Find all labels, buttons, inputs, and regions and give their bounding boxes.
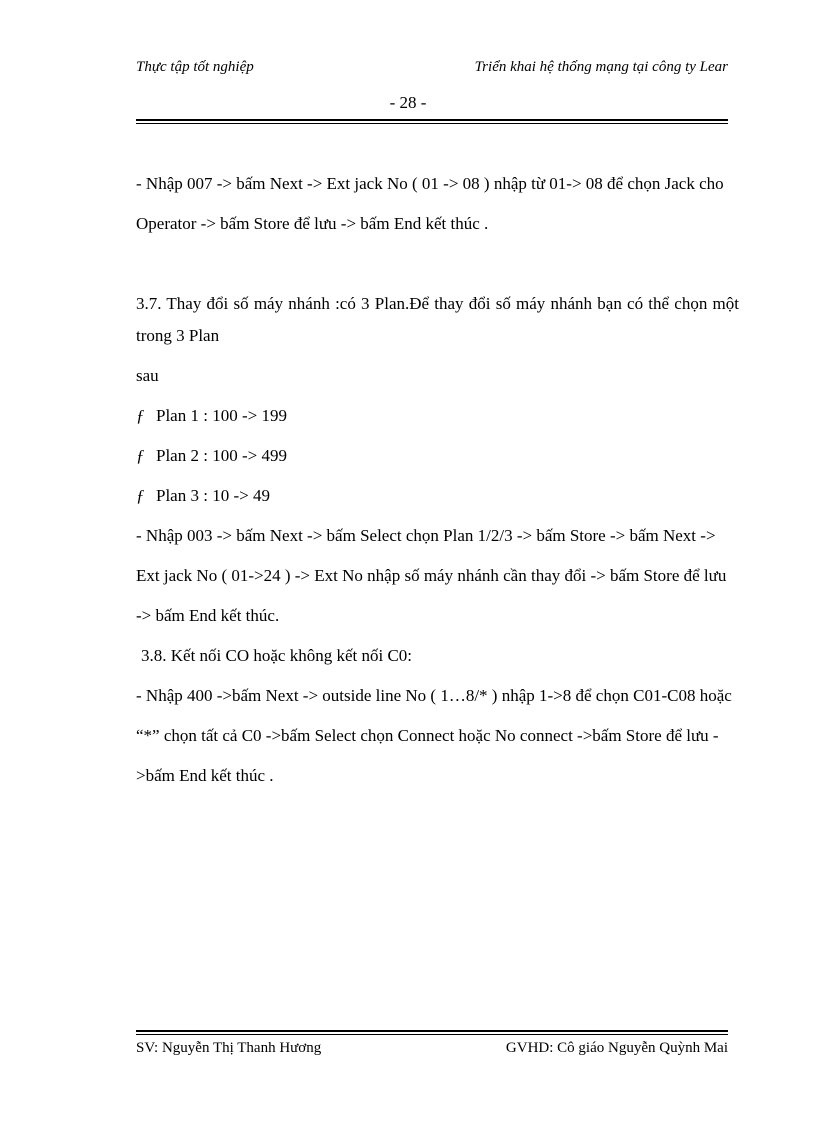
bullet-icon: ƒ: [136, 446, 145, 465]
footer-advisor: GVHD: Cô giáo Nguyễn Quỳnh Mai: [505, 1040, 728, 1056]
paragraph-ext-jack: Ext jack No ( 01->24 ) -> Ext No nhập số máy nhánh cần thay đổi -> bấm Store để lưu: [136, 566, 727, 585]
plan-item: [136, 440, 739, 472]
header-left: Thực tập tốt nghiệp: [136, 59, 254, 75]
bullet-icon: ƒ: [136, 406, 145, 425]
paragraph-operator-store: Operator -> bấm Store để lưu -> bấm End kết thúc .: [136, 214, 489, 233]
section-3-7-heading: 3.7. Thay đổi số máy nhánh :có 3 Plan.Để thay đổi số máy nhánh bạn có thể chọn một trong 3 Plan: [136, 294, 739, 345]
section-3-8-heading: 3.8. Kết nối CO hoặc không kết nối C0:: [141, 646, 413, 665]
section-3-7-continuation: sau: [136, 366, 159, 385]
plan-item: [136, 400, 739, 432]
plan-item-text: Plan 2 : 100 -> 499: [156, 446, 287, 465]
plan-item-text: Plan 3 : 10 -> 49: [156, 486, 270, 505]
header-rule: [136, 119, 728, 124]
page-number: - 28 -: [389, 93, 427, 112]
plan-item: [136, 480, 739, 512]
footer-student: SV: Nguyễn Thị Thanh Hương: [136, 1040, 322, 1056]
paragraph-plan-end: -> bấm End kết thúc.: [136, 606, 280, 625]
document-body: [136, 168, 739, 792]
bullet-icon: ƒ: [136, 486, 145, 505]
footer-rule: [136, 1030, 728, 1035]
paragraph-operator-jack: - Nhập 007 -> bấm Next -> Ext jack No ( 01 -> 08 ) nhập từ 01-> 08 để chọn Jack cho: [136, 174, 724, 193]
paragraph-co-end: >bấm End kết thúc .: [136, 766, 274, 785]
paragraph-co-steps: - Nhập 400 ->bấm Next -> outside line No ( 1…8/* ) nhập 1->8 để chọn C01-C08 hoặc: [136, 686, 732, 705]
paragraph-co-select: “*” chọn tất cả C0 ->bấm Select chọn Connect hoặc No connect ->bấm Store để lưu -: [136, 726, 719, 745]
paragraph-plan-steps: - Nhập 003 -> bấm Next -> bấm Select chọn Plan 1/2/3 -> bấm Store -> bấm Next ->: [136, 526, 716, 545]
plan-item-text: Plan 1 : 100 -> 199: [156, 406, 287, 425]
header-right: Triển khai hệ thống mạng tại công ty Lear: [474, 59, 728, 75]
